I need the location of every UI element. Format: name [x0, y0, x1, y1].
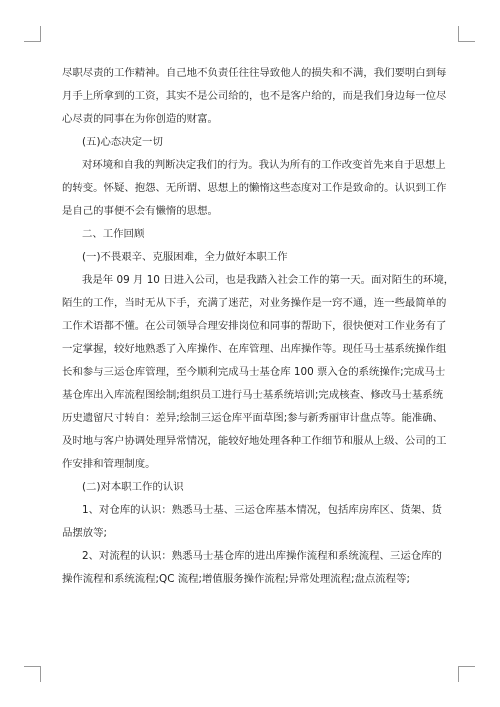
section-heading: (一)不畏艰辛、克服困难，全力做好本职工作 — [82, 251, 288, 263]
text-line: 作安排和管理制度。 — [62, 458, 156, 470]
text-line: 工作术语都不懂。在公司领导合理安排岗位和同事的帮助下，很快便对工作业务有了 — [62, 320, 447, 332]
text-line: 是自己的事便不会有懒惰的思想。 — [62, 205, 218, 217]
text-line: 长和参与三运仓库管理，至今顺利完成马士基仓库 100 票入仓的系统操作;完成马士 — [62, 366, 446, 378]
text-line: 1、对仓库的认识：熟悉马士基、三运仓库基本情况，包括库房库区、货架、货 — [82, 504, 442, 516]
text-line: 尽职尽责的工作精神。自己地不负责任往往导致他人的损失和不满，我们要明白到每 — [62, 67, 447, 79]
text-line: 陌生的工作，当时无从下手，充满了迷茫，对业务操作是一窍不通，连一些最简单的 — [62, 297, 447, 309]
section-heading: (二)对本职工作的认识 — [82, 481, 184, 493]
text-line: 对环境和自我的判断决定我们的行为。我认为所有的工作改变首先来自于思想上 — [82, 159, 446, 171]
text-line: 一定掌握，较好地熟悉了入库操作、在库管理、出库操作等。现任马士基系统操作组 — [62, 343, 447, 355]
text-line: 及时地与客户协调处理异常情况，能较好地处理各种工作细节和服从上级、公司的工 — [62, 435, 447, 447]
section-heading: 二、工作回顾 — [82, 228, 145, 240]
text-line: 2、对流程的认识：熟悉马士基仓库的进出库操作流程和系统流程、三运仓库的 — [82, 550, 442, 562]
document-body — [62, 62, 455, 591]
section-heading: (五)心态决定一切 — [82, 136, 163, 148]
text-line: 基仓库出入库流程图绘制;组织员工进行马士基系统培训;完成核查、修改马士基系统 — [62, 389, 444, 401]
text-line: 历史遗留尺寸转自：差异;绘制三运仓库平面草图;参与新秀丽审计盘点等。能准确、 — [62, 412, 444, 424]
text-line: 操作流程和系统流程;QC 流程;增值服务操作流程;异常处理流程;盘点流程等; — [62, 573, 410, 585]
text-line: 品摆放等; — [62, 527, 108, 539]
text-line: 我是年 09 月 10 日进入公司，也是我踏入社会工作的第一天。面对陌生的环境， — [82, 274, 455, 286]
text-line: 心尽责的同事在为你创造的财富。 — [62, 113, 218, 125]
text-line: 的转变。怀疑、抱怨、无所谓、思想上的懒惰这些态度对工作是致命的。认识到工作 — [62, 182, 447, 194]
text-line: 月手上所拿到的工资，其实不是公司给的，也不是客户给的，而是我们身边每一位尽 — [62, 90, 447, 102]
